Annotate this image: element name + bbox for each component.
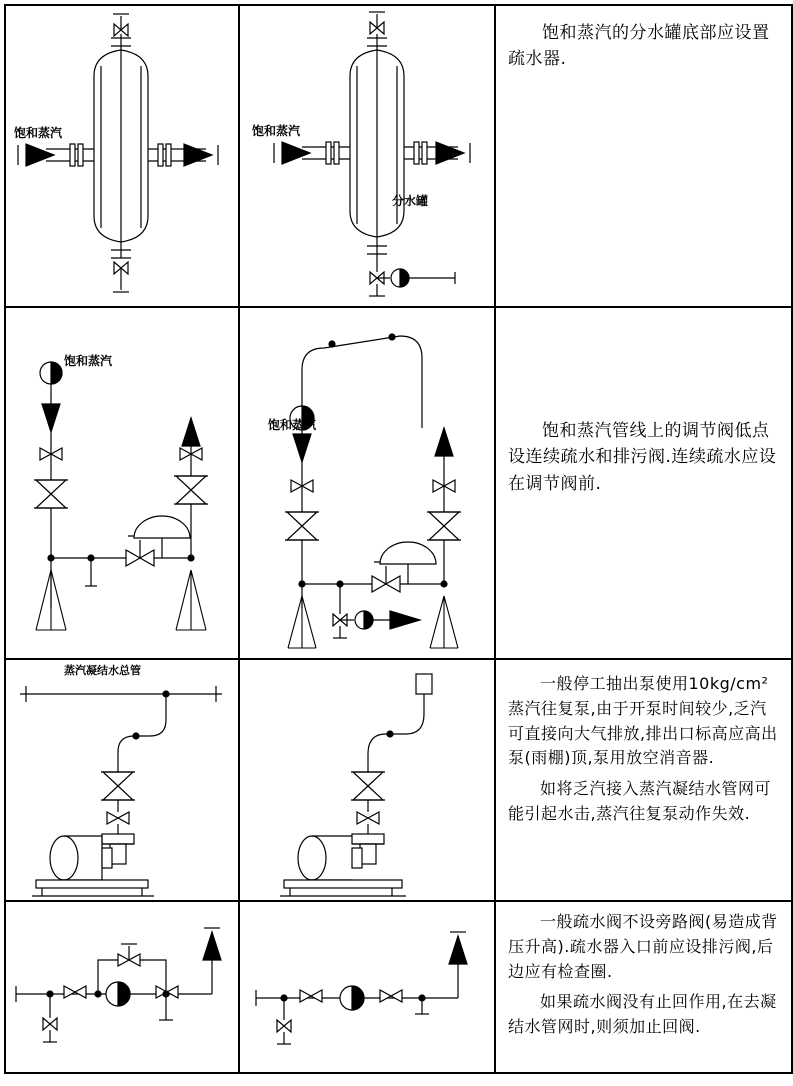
note-paragraph: 如果疏水阀没有止回作用,在去凝结水管网时,则须加止回阀. xyxy=(508,992,777,1037)
cell-note-2 xyxy=(495,307,792,659)
note-text-2 xyxy=(496,308,791,513)
note-paragraph: 饱和蒸汽管线上的调节阀低点设连续疏水和排污阀.连续疏水应设在调节阀前. xyxy=(508,421,777,494)
note-paragraph: 如将乏汽接入蒸汽凝结水管网可能引起水击,蒸汽往复泵动作失效. xyxy=(508,779,772,823)
diagram-steam-pump-vent xyxy=(240,660,492,898)
diagram-control-valve-with-drain xyxy=(240,308,492,656)
label-saturated-steam: 饱和蒸汽 xyxy=(268,418,317,432)
note-text-3 xyxy=(496,660,791,843)
note-text-4 xyxy=(496,902,791,1056)
diagram-trap-with-bypass xyxy=(6,902,236,1070)
table-row xyxy=(5,901,792,1073)
cell-separator-vessel-no-trap xyxy=(5,5,239,307)
label-separator-vessel: 分水罐 xyxy=(392,194,429,208)
cell-separator-vessel-with-trap xyxy=(239,5,495,307)
label-saturated-steam: 饱和蒸汽 xyxy=(64,354,113,368)
note-paragraph: 一般停工抽出泵使用10kg/cm² 蒸汽往复泵,由于开泵时间较少,乏汽可直接向大气排放,排出口标高应高出泵(雨棚)顶,泵用放空消音器. xyxy=(508,674,778,768)
table-row xyxy=(5,659,792,901)
drawing-sheet xyxy=(0,4,793,1086)
cell-control-valve-no-drain xyxy=(5,307,239,659)
diagram-separator-no-trap xyxy=(6,6,236,304)
diagram-separator-with-trap xyxy=(240,6,492,304)
cell-steam-pump-vent-silencer xyxy=(239,659,495,901)
diagram-control-valve-no-drain xyxy=(6,308,236,656)
note-paragraph: 饱和蒸汽的分水罐底部应设置疏水器. xyxy=(508,23,770,70)
drawing-grid xyxy=(4,4,793,1074)
label-saturated-steam: 饱和蒸汽 xyxy=(14,126,63,140)
cell-trap-without-bypass xyxy=(239,901,495,1073)
label-saturated-steam: 饱和蒸汽 xyxy=(252,124,301,138)
diagram-steam-pump-to-header xyxy=(6,660,236,898)
cell-note-1 xyxy=(495,5,792,307)
cell-trap-with-bypass xyxy=(5,901,239,1073)
diagram-trap-without-bypass xyxy=(240,902,492,1070)
label-condensate-header: 蒸汽凝结水总管 xyxy=(64,664,141,677)
cell-control-valve-with-drain xyxy=(239,307,495,659)
cell-note-3 xyxy=(495,659,792,901)
table-row xyxy=(5,307,792,659)
note-paragraph: 一般疏水阀不设旁路阀(易造成背压升高).疏水器入口前应设排污阀,后边应有检查圈. xyxy=(508,912,778,981)
cell-steam-pump-condensate-header xyxy=(5,659,239,901)
note-text-1 xyxy=(496,6,791,89)
table-row xyxy=(5,5,792,307)
cell-note-4 xyxy=(495,901,792,1073)
